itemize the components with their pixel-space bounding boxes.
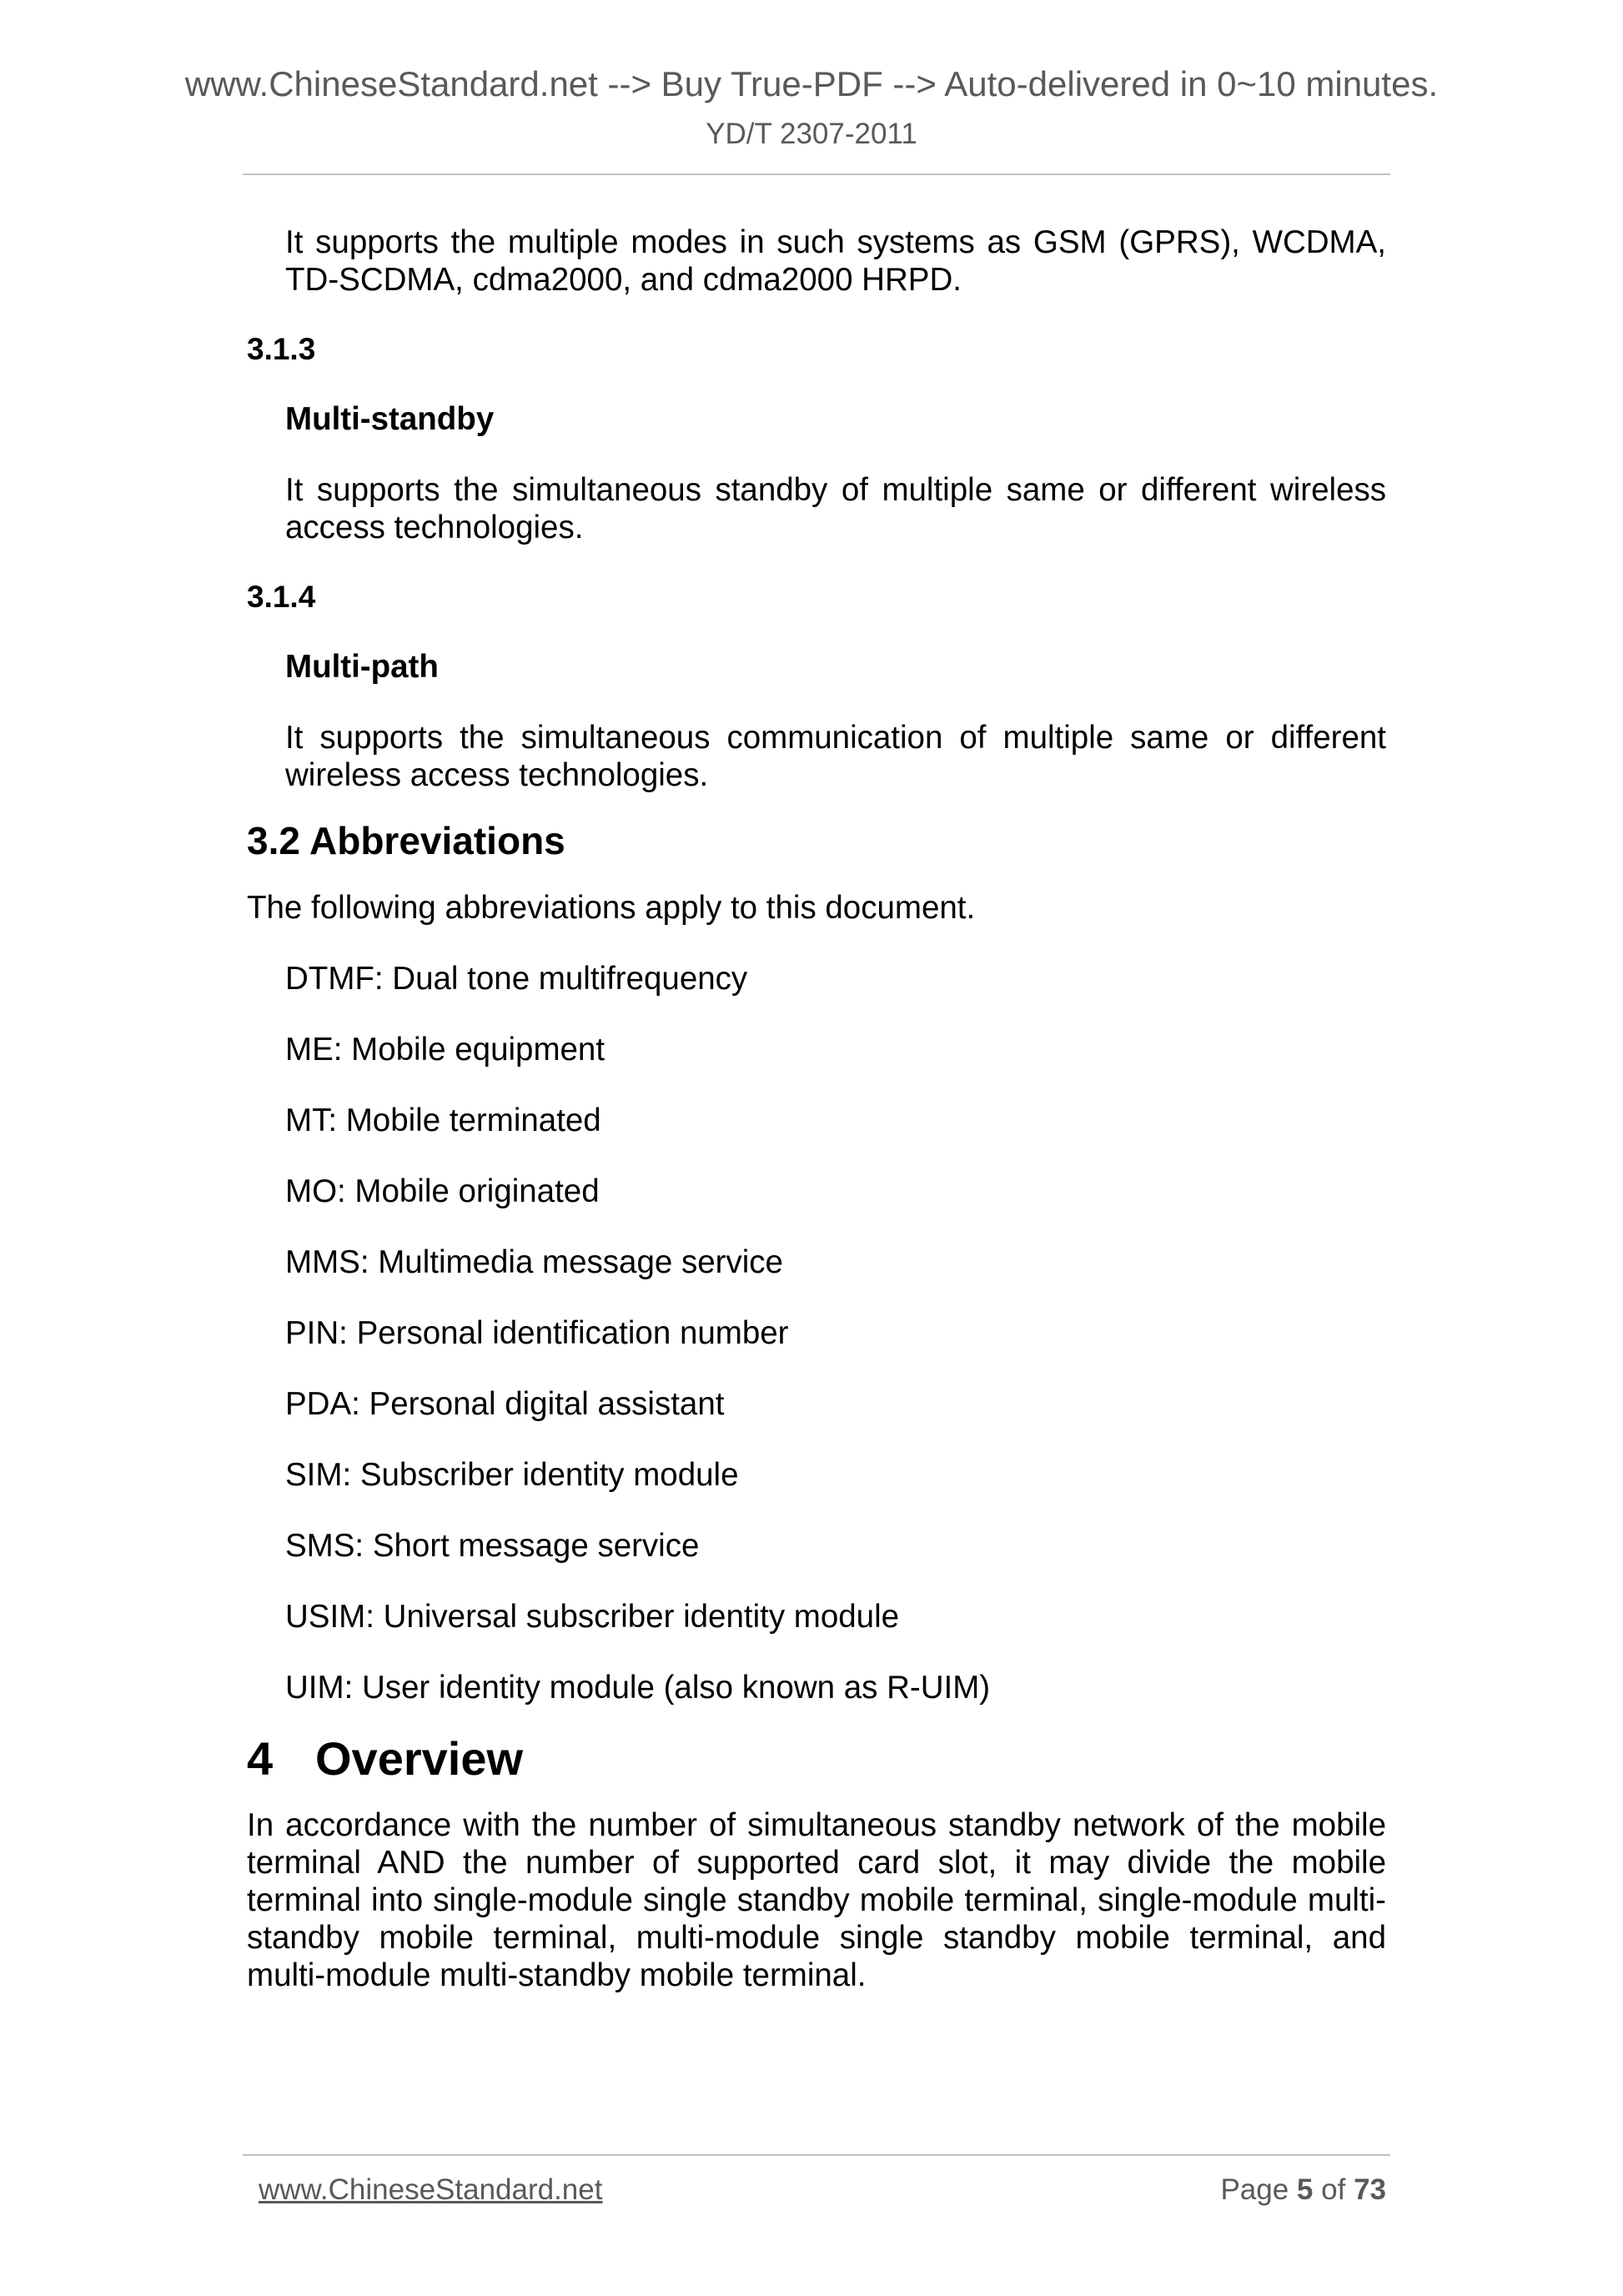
list-item: DTMF: Dual tone multifrequency bbox=[285, 961, 748, 997]
header-banner: www.ChineseStandard.net --> Buy True-PDF --> Auto-delivered in 0~10 minutes. bbox=[184, 64, 1439, 103]
list-item: MO: Mobile originated bbox=[285, 1173, 600, 1209]
page-total: 73 bbox=[1354, 2173, 1386, 2206]
section-heading-abbreviations: 3.2 Abbreviations bbox=[247, 819, 565, 862]
definition-multi-path: It supports the simultaneous communication of multiple same or different wireless access technologies. bbox=[285, 720, 1386, 793]
page-prefix: Page bbox=[1220, 2173, 1289, 2206]
list-item: PDA: Personal digital assistant bbox=[285, 1386, 725, 1422]
intro-paragraph: It supports the multiple modes in such systems as GSM (GPRS), WCDMA, TD-SCDMA, cdma2000, and cdma2000 HRPD. bbox=[285, 224, 1386, 298]
overview-paragraph: In accordance with the number of simultaneous standby network of the mobile terminal AND the number of supported card slot, it may divide the mobile terminal into single-module single standby mobile terminal, single-module multi-standby mobile terminal, multi-module single standby mobile terminal, and multi-module multi-standby mobile terminal. bbox=[247, 1807, 1386, 1993]
definition-multi-standby: It supports the simultaneous standby of multiple same or different wireless access technologies. bbox=[285, 472, 1386, 545]
page-indicator bbox=[1220, 2173, 1386, 2207]
list-item: MMS: Multimedia message service bbox=[285, 1244, 783, 1280]
clause-number-3-1-4: 3.1.4 bbox=[247, 580, 316, 614]
term-multi-standby: Multi-standby bbox=[285, 401, 495, 437]
term-multi-path: Multi-path bbox=[285, 649, 439, 685]
page-of: of bbox=[1321, 2173, 1346, 2206]
footer-divider bbox=[243, 2154, 1390, 2156]
list-item: UIM: User identity module (also known as R-UIM) bbox=[285, 1670, 991, 1706]
list-item: PIN: Personal identification number bbox=[285, 1315, 789, 1351]
list-item: MT: Mobile terminated bbox=[285, 1103, 601, 1138]
footer-website-link[interactable]: www.ChineseStandard.net bbox=[259, 2173, 603, 2206]
section-title: Overview bbox=[315, 1732, 524, 1785]
section-heading-overview bbox=[247, 1731, 1386, 1786]
header-divider bbox=[243, 173, 1390, 175]
standard-code: YD/T 2307-2011 bbox=[706, 118, 917, 150]
list-item: SIM: Subscriber identity module bbox=[285, 1457, 739, 1493]
list-item: USIM: Universal subscriber identity module bbox=[285, 1599, 900, 1635]
section-number: 4 bbox=[247, 1732, 274, 1785]
document-body bbox=[247, 224, 1386, 1994]
page-current: 5 bbox=[1296, 2173, 1314, 2206]
list-item: ME: Mobile equipment bbox=[285, 1032, 605, 1068]
abbreviations-lead: The following abbreviations apply to this document. bbox=[247, 890, 976, 926]
list-item: SMS: Short message service bbox=[285, 1528, 700, 1564]
abbreviation-list bbox=[247, 960, 1386, 1706]
clause-number-3-1-3: 3.1.3 bbox=[247, 332, 316, 366]
